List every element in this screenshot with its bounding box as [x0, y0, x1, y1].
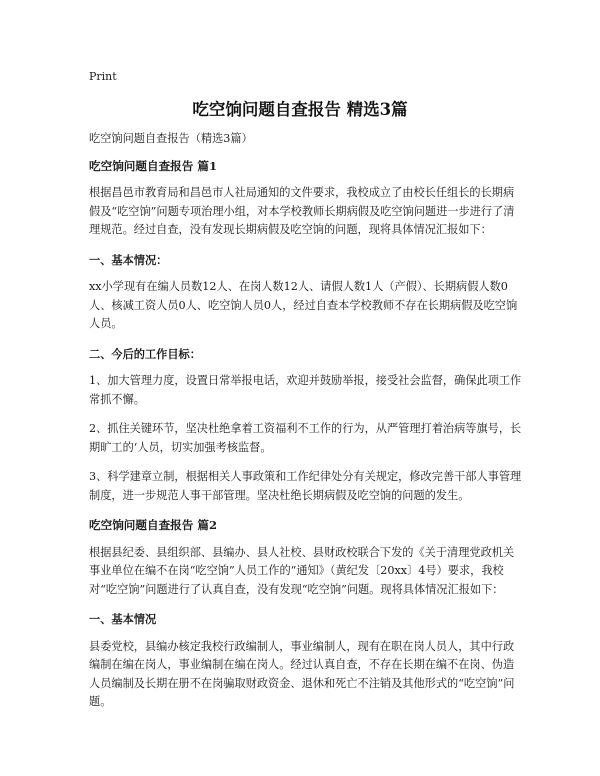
- goal-item-3: 3、科学建章立制，根据相关人事政策和工作纪律处分有关规定，修改完善干部人事管理制度，进一步规范人事干部管理。坚决杜绝长期病假及吃空饷的问题的发生。: [89, 470, 522, 502]
- print-label[interactable]: Print: [89, 70, 117, 83]
- article2-heading: 吃空饷问题自查报告 篇2: [89, 518, 218, 532]
- article1-section1-heading: 一、基本情况：: [89, 252, 168, 267]
- article1-heading: 吃空饷问题自查报告 篇1: [89, 158, 218, 173]
- article2-section1-text: 县委党校，县编办核定我校行政编制人，事业编制人，现有在职在岗人员人，其中行政编制在编在岗人，事业编制在编在岗人。经过认真自查，不存在长期在编不在岗、伪造人员编制及长期在册不在岗骗取财政资金、退休和死亡不注销及其他形式的“吃空饷”问题。: [89, 639, 515, 708]
- article2-intro: 根据县纪委、县组织部、县编办、县人社校、县财政校联合下发的《关于清理党政机关事业单位在编不在岗“吃空饷”人员工作的“通知》（黄纪发〔20xx〕4号）要求，我校对“吃空饷”问题进行了认真自查，没有发现“吃空饷”问题。现将具体情况汇报如下：: [89, 545, 515, 596]
- goal-item-2: 2、抓住关键环节，坚决杜绝拿着工资福利不工作的行为，从严管理打着治病等旗号，长期旷工的‘人员，切实加强考核监督。: [89, 422, 522, 454]
- article1-intro: 根据昌邑市教育局和昌邑市人社局通知的文件要求，我校成立了由校长任组长的长期病假及“吃空饷”问题专项治理小组，对本学校教师长期病假及吃空饷问题进一步进行了清理规范。经过自查，没有发现长期病假及吃空饷的问题，现将具体情况汇报如下：: [89, 186, 515, 236]
- document-body: [89, 130, 523, 723]
- article1-section1-text: xx小学现有在编人员数12人、在岗人数12人、请假人数1人（产假）、长期病假人数0人、核减工资人员0人、吃空饷人员0人，经过自查本学校教师不存在长期病假及吃空饷人员。: [89, 280, 518, 330]
- goal-item-1: 1、加大管理力度，设置日常举报电话，欢迎并鼓励举报，接受社会监督，确保此项工作常抓不懈。: [89, 374, 522, 406]
- article1-section2-heading: 二、今后的工作目标：: [89, 346, 201, 361]
- document-subtitle: 吃空饷问题自查报告（精选3篇）: [89, 132, 253, 145]
- page-title: 吃空饷问题自查报告 精选3篇: [192, 100, 408, 119]
- article2-section1-heading: 一、基本情况: [89, 612, 157, 626]
